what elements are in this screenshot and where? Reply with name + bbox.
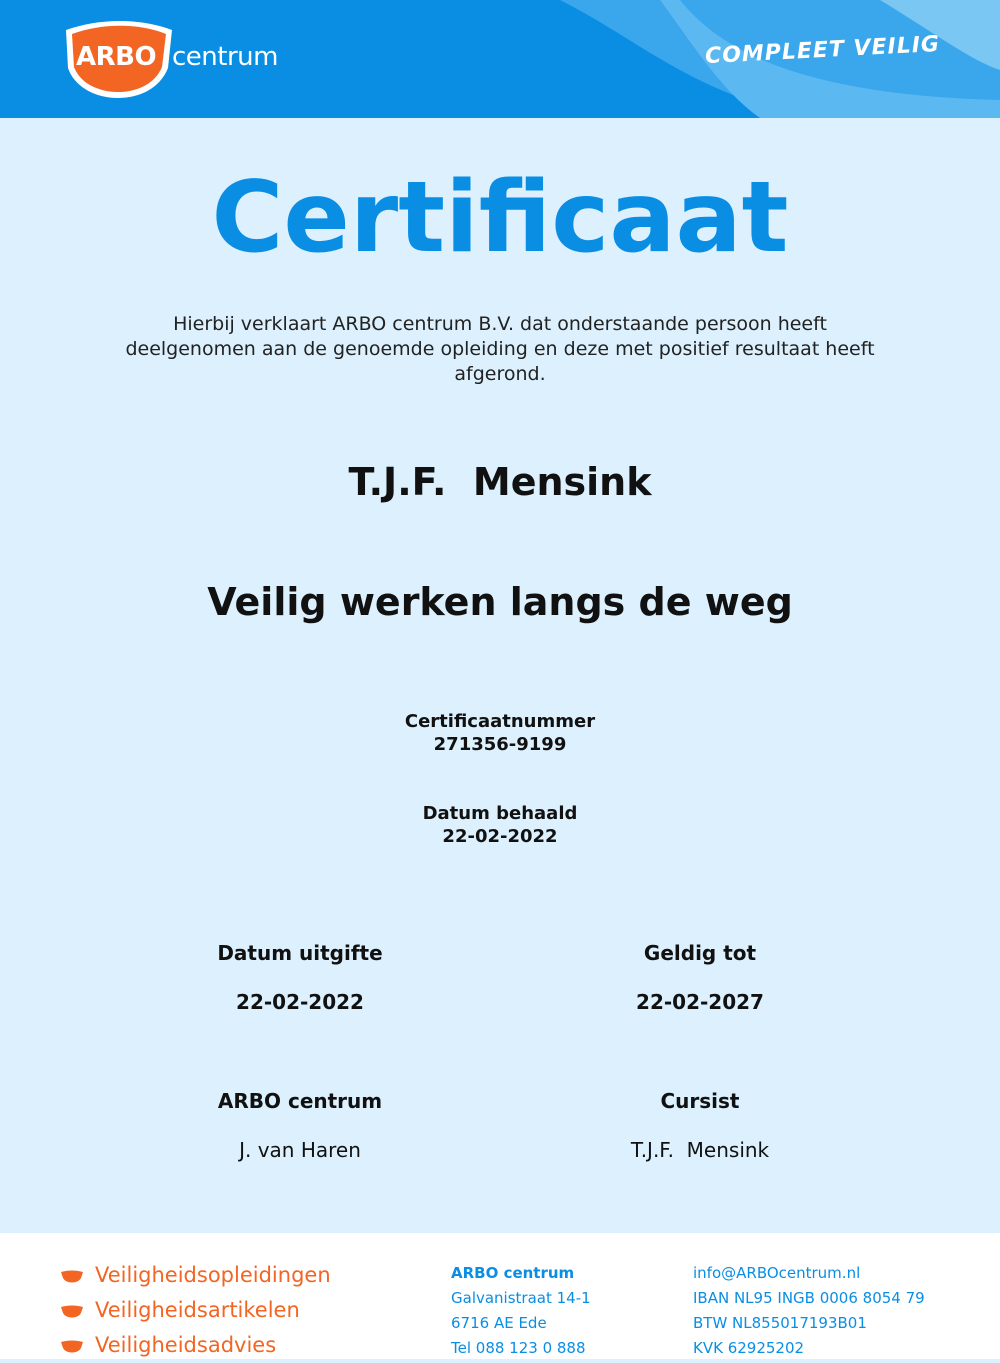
footer-contact	[693, 1261, 925, 1361]
certificate-number-label: Certificaatnummer	[404, 711, 596, 732]
date-achieved-block	[0, 802, 1000, 848]
valid-until-label: Geldig tot	[643, 941, 757, 965]
student-label: Cursist	[660, 1089, 740, 1113]
logo-arbo-text: ARBO	[76, 42, 157, 72]
footer-city: 6716 AE Ede	[451, 1314, 547, 1332]
date-achieved-value: 22-02-2022	[442, 826, 558, 847]
issuer-signatory: J. van Haren	[239, 1138, 361, 1162]
orange-bullet-icon	[60, 1270, 84, 1286]
certificate-title: Certificaat	[211, 161, 789, 275]
footer-email[interactable]: info@ARBOcentrum.nl	[693, 1264, 861, 1282]
logo-centrum-text: centrum	[172, 42, 278, 72]
date-achieved-label: Datum behaald	[422, 803, 578, 824]
certificate-number-block	[0, 710, 1000, 756]
footer-iban: IBAN NL95 INGB 0006 8054 79	[693, 1289, 925, 1307]
header-banner	[0, 0, 1000, 118]
footer-kvk: KVK 62925202	[693, 1339, 805, 1357]
orange-bullet-icon	[60, 1340, 84, 1356]
certificate-number-value: 271356-9199	[433, 734, 567, 755]
footer-service-label: Veiligheidsartikelen	[95, 1298, 300, 1322]
footer-address	[451, 1261, 591, 1361]
footer-company: ARBO centrum	[451, 1264, 575, 1282]
footer-service-label: Veiligheidsadvies	[95, 1333, 277, 1357]
footer-street: Galvanistraat 14-1	[451, 1289, 591, 1307]
footer-service-label: Veiligheidsopleidingen	[95, 1263, 331, 1287]
footer	[0, 1233, 1000, 1359]
arbo-centrum-logo	[60, 18, 310, 100]
intro-text: Hierbij verklaart ARBO centrum B.V. dat onderstaande persoon heeft deelgenomen aan de genoemde opleiding en deze met positief resultaat heeft afgerond.	[125, 313, 875, 385]
tagline: COMPLEET VEILIG	[704, 31, 941, 70]
footer-phone[interactable]: Tel 088 123 0 888	[451, 1339, 586, 1357]
issue-date-label: Datum uitgifte	[217, 941, 383, 965]
issuer-label: ARBO centrum	[217, 1089, 383, 1113]
course-name: Veilig werken langs de weg	[207, 580, 793, 624]
orange-bullet-icon	[60, 1305, 84, 1321]
valid-until-value: 22-02-2027	[636, 990, 764, 1014]
student-name: T.J.F. Mensink	[630, 1138, 770, 1162]
footer-btw: BTW NL855017193B01	[693, 1314, 867, 1332]
issue-date-value: 22-02-2022	[236, 990, 364, 1014]
person-name: T.J.F. Mensink	[348, 460, 652, 504]
